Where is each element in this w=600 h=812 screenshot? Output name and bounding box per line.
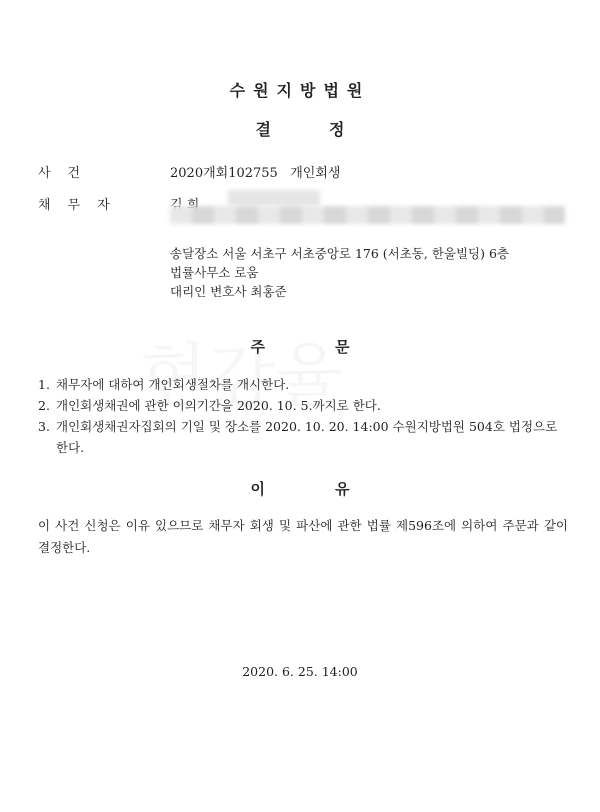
order-item-number: 3. bbox=[38, 419, 50, 434]
order-item bbox=[38, 416, 568, 458]
address-line-2: 법률사무소 로움 bbox=[170, 265, 259, 280]
order-item-text: 개인회생채권자집회의 기일 및 장소를 2020. 10. 20. 14:00 수원지방법원 504호 법정으로 한다. bbox=[56, 419, 558, 455]
reason-text: 이 사건 신청은 이유 있으므로 채무자 회생 및 파산에 관한 법률 제596조에 의하여 주문과 같이 결정한다. bbox=[38, 518, 568, 555]
address-line-1: 송달장소 서울 서초구 서초중앙로 176 (서초동, 한울빌딩) 6층 bbox=[170, 246, 510, 261]
reason-section-title: 이유 bbox=[250, 480, 420, 498]
order-item-number: 1. bbox=[38, 377, 50, 392]
order-item-number: 2. bbox=[38, 398, 50, 413]
document-type-title: 결정 bbox=[255, 120, 403, 139]
order-item bbox=[38, 374, 568, 395]
case-number: 2020개회102755 bbox=[170, 166, 278, 181]
order-item-text: 개인회생채권에 관한 이의기간을 2020. 10. 5.까지로 한다. bbox=[56, 398, 381, 413]
redacted-address-block bbox=[170, 206, 565, 224]
order-item-text: 채무자에 대하여 개인회생절차를 개시한다. bbox=[56, 377, 290, 392]
order-list bbox=[38, 374, 568, 458]
case-label: 사건 bbox=[38, 166, 98, 181]
address-line-3: 대리인 변호사 최홍준 bbox=[170, 284, 287, 299]
order-item bbox=[38, 395, 568, 416]
court-name: 수원지방법원 bbox=[229, 81, 371, 100]
order-section-title: 주문 bbox=[250, 338, 420, 356]
case-name: 개인회생 bbox=[290, 166, 341, 181]
service-address bbox=[170, 244, 509, 301]
decision-date: 2020. 6. 25. 14:00 bbox=[242, 664, 358, 679]
case-value bbox=[170, 162, 340, 181]
debtor-label: 채무자 bbox=[38, 198, 127, 213]
redacted-name-block bbox=[228, 190, 320, 206]
